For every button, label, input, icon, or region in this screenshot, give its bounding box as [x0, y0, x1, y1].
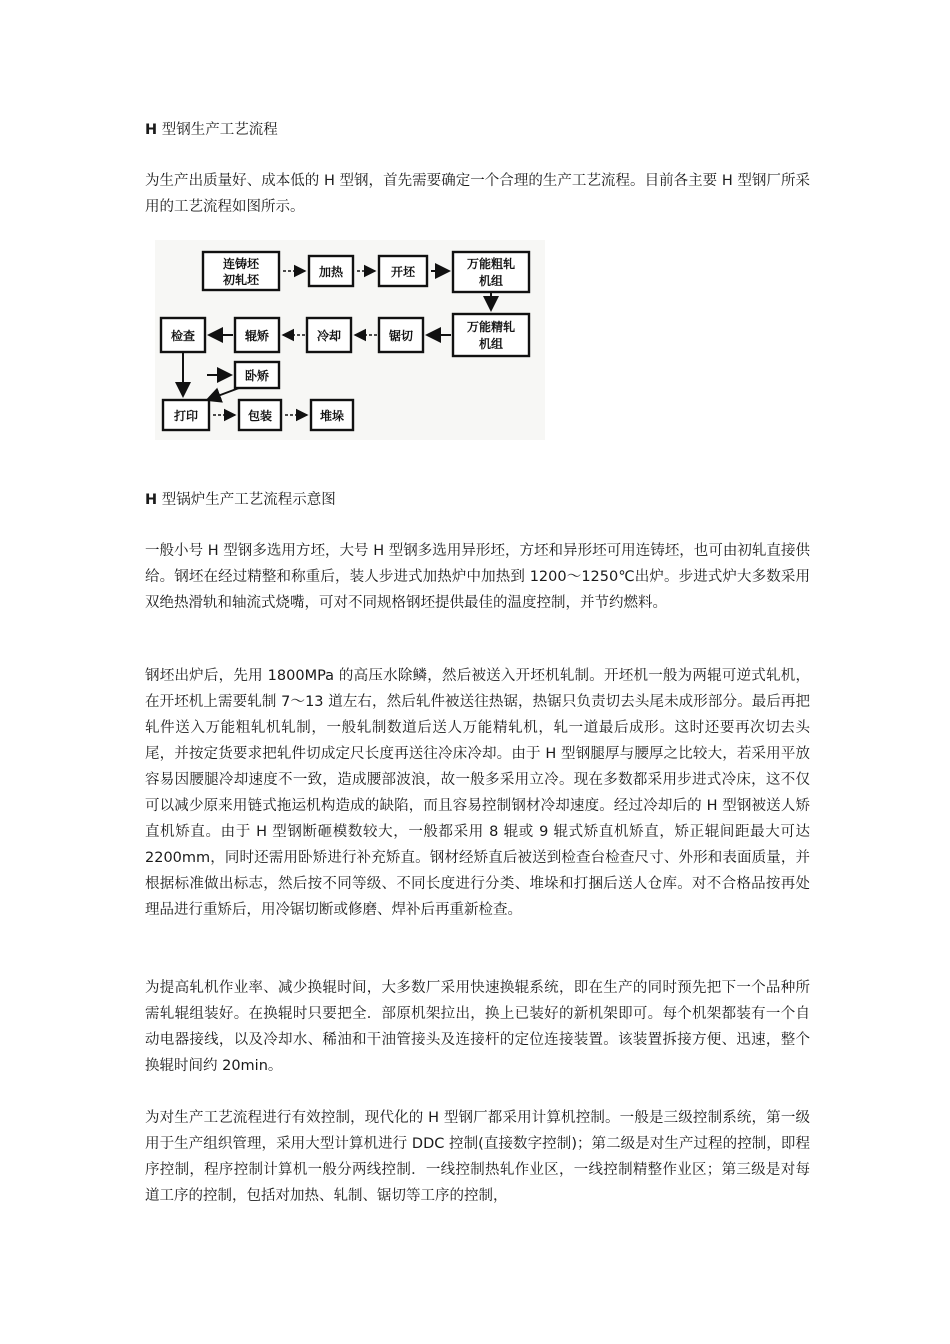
body-paragraph-4: 为对生产工艺流程进行有效控制，现代化的 H 型钢厂都采用计算机控制。一般是三级控制系统，第一级用于生产组织管理，采用大型计算机进行 DDC 控制(直接数字控制)；第二级是对生产过程的控制，即程序控制，程序控制计算机一般分两线控制．一线控制热轧作业区，一线控制精整作业区；第三级是对每道工序的控制，包括对加热、轧制、锯切等工序的控制， — [145, 1110, 810, 1204]
process-flow-diagram — [155, 240, 545, 440]
diagram-caption — [145, 487, 810, 513]
node-sawing — [379, 318, 423, 352]
flow-diagram-svg — [155, 240, 545, 440]
node-label: 卧矫 — [244, 369, 270, 383]
node-blooming — [379, 256, 427, 286]
body-paragraph-2: 钢坯出炉后，先用 1800MPa 的高压水除鳞，然后被送入开坯机轧制。开坯机一般为两辊可逆式轧机，在开坯机上需要轧制 7～13 道左右，然后轧件被送往热锯，热锯只负责切去头尾未成形部分。最后再把轧件送入万能粗轧机轧制，一般轧制数道后送人万能精轧机，轧一道最后成形。这时还要再次切去头尾，并按定货要求把轧件切成定尺长度再送往冷床冷却。由于 H 型钢腿厚与腰厚之比较大，若采用平放容易因腰腿冷却速度不一致，造成腰部波浪，故一般多采用立冷。现在多数都采用步进式冷床，这不仅可以减少原来用链式拖运机构造成的缺陷，而且容易控制钢材冷却速度。经过冷却后的 H 型钢被送人矫直机矫直。由于 H 型钢断砸模数较大，一般都采用 8 辊或 9 辊式矫直机矫直，矫正辊间距最大可达 2200mm，同时还需用卧矫进行补充矫直。钢材经矫直后被送到检查台检查尺寸、外形和表面质量，并根据标准做出标志，然后按不同等级、不同长度进行分类、堆垛和打捆后送人仓库。对不合格品按再处理品进行重矫后，用冷锯切断或修磨、焊补后再重新检查。 — [145, 668, 810, 918]
node-universal-finishing-mill — [453, 314, 529, 356]
node-label: 检查 — [170, 329, 196, 343]
node-label: 辊矫 — [244, 329, 270, 343]
caption-prefix: H — [145, 492, 158, 508]
node-roller-straightening — [235, 318, 279, 352]
node-label: 加热 — [318, 265, 344, 279]
caption-text: 型锅炉生产工艺流程示意图 — [157, 492, 336, 508]
node-label: 堆垛 — [319, 409, 345, 423]
title-prefix: H — [145, 122, 158, 138]
body-paragraph-1: 一般小号 H 型钢多选用方坯，大号 H 型钢多选用异形坯，方坯和异形坯可用连铸坯，也可由初轧直接供给。钢坯在经过精整和称重后，装人步进式加热炉中加热到 1200～1250℃出炉。步进式炉大多数采用双绝热滑轨和轴流式烧嘴，可对不同规格钢坯提供最佳的温度控制，并节约燃料。 — [145, 543, 810, 611]
node-packing — [239, 400, 281, 430]
node-universal-roughing-mill — [453, 252, 529, 292]
node-continuous-cast-billet — [203, 252, 279, 290]
node-label: 冷却 — [316, 329, 342, 343]
body-paragraph-3: 为提高轧机作业率、减少换辊时间，大多数厂采用快速换辊系统，即在生产的同时预先把下一个品种所需轧辊组装好。在换辊时只要把全．部原机架拉出，换上已装好的新机架即可。每个机架都装有一个自动电器接线，以及冷却水、稀油和干油管接头及连接杆的定位连接装置。该装置拆接方便、迅速，整个换辊时间约 20min。 — [145, 980, 810, 1074]
node-label: 包装 — [247, 409, 273, 423]
node-label-line2: 初轧坯 — [222, 273, 260, 287]
document-title — [145, 117, 810, 143]
node-label-line2: 机组 — [478, 274, 504, 288]
flow-arrow — [207, 388, 239, 400]
node-label-line1: 连铸坯 — [222, 257, 260, 271]
node-label: 开坯 — [390, 265, 416, 279]
node-label-line2: 机组 — [478, 337, 504, 351]
node-inspection — [161, 318, 205, 352]
node-label: 打印 — [173, 409, 199, 423]
node-heating — [309, 256, 353, 286]
node-cooling — [307, 318, 351, 352]
node-marking — [163, 400, 209, 430]
node-label-line1: 万能粗轧 — [466, 257, 516, 271]
node-horizontal-straightening — [235, 362, 279, 388]
node-stacking — [311, 400, 353, 430]
intro-paragraph: 为生产出质量好、成本低的 H 型钢，首先需要确定一个合理的生产工艺流程。目前各主要 H 型钢厂所采用的工艺流程如图所示。 — [145, 173, 810, 215]
node-label: 锯切 — [388, 329, 414, 343]
title-text: 型钢生产工艺流程 — [157, 122, 278, 138]
node-label-line1: 万能精轧 — [466, 320, 516, 334]
